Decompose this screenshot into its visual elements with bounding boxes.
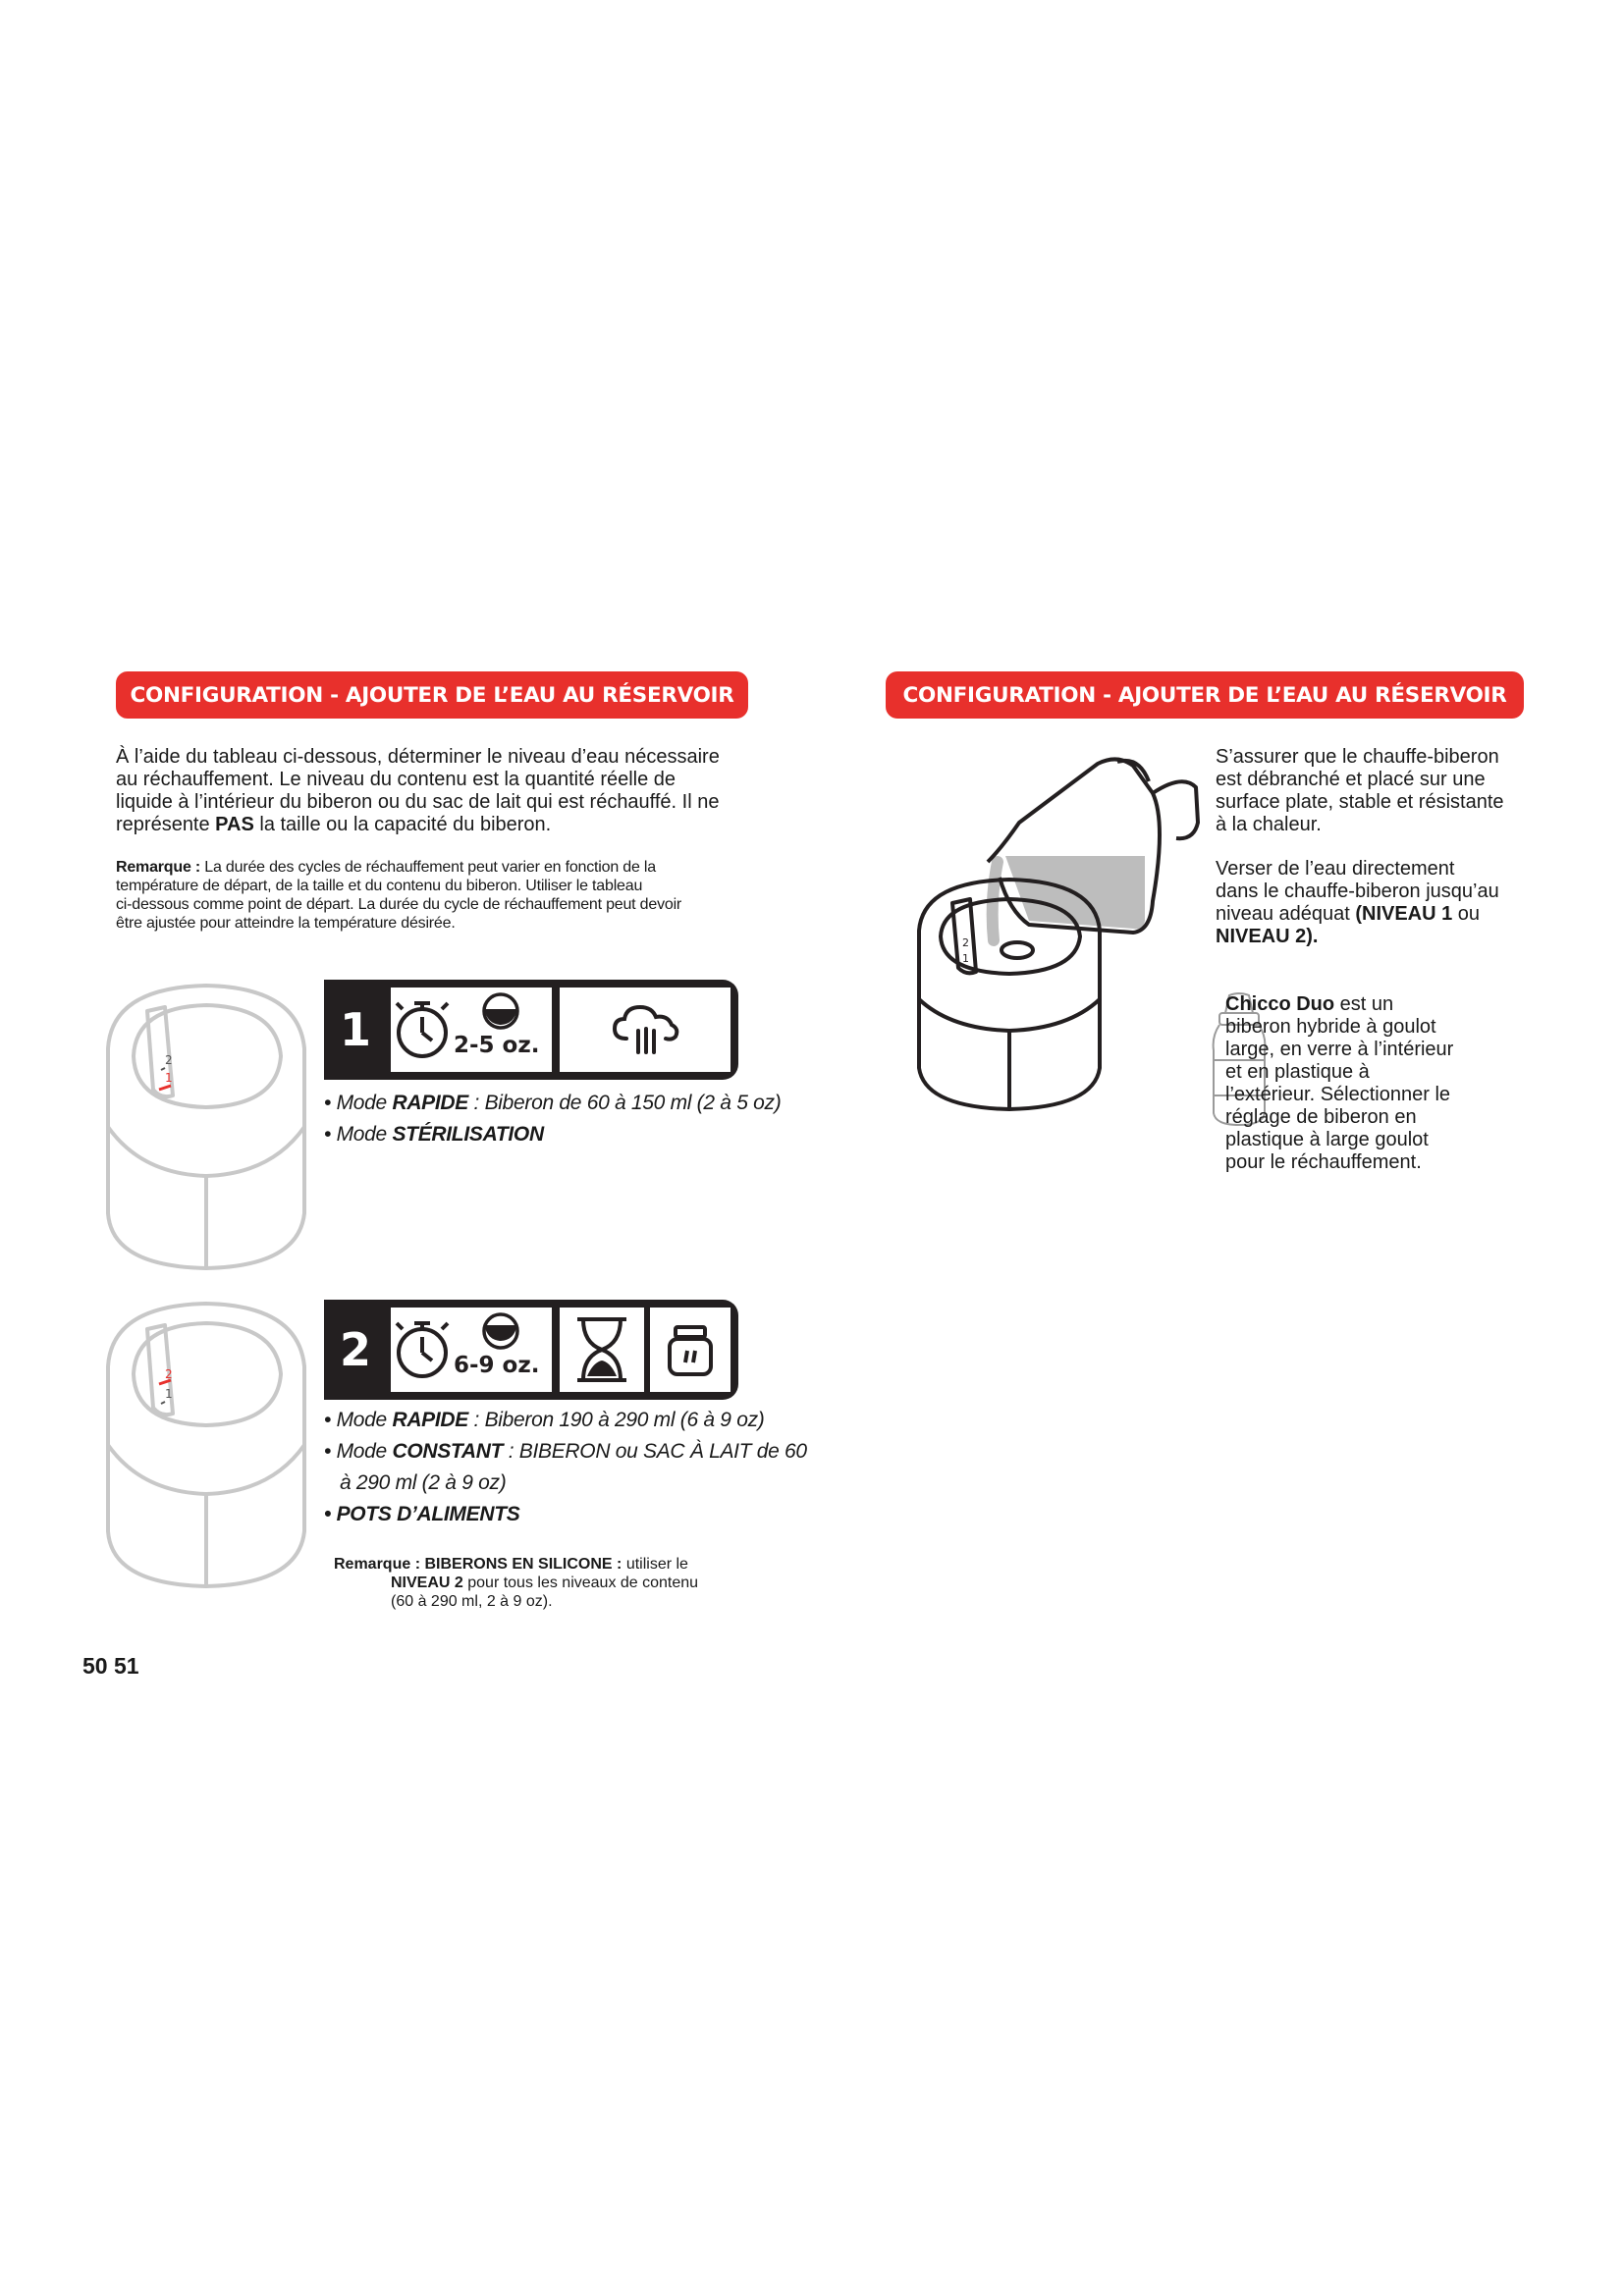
- warming-note: Remarque : La durée des cycles de réchauffement peut varier en fonction de la température de départ, de la taille et du contenu du biberon. Utiliser le tableau ci-dessous comme point de départ. La durée du cycle de réchauffement peut devoir être ajustée pour atteindre la température désirée.: [116, 859, 682, 932]
- level2-oz-cell: [391, 1308, 552, 1392]
- fill-level-icon: [481, 991, 520, 1031]
- timer-icon: [395, 1313, 454, 1382]
- gauge1-bottom: 1: [165, 1071, 173, 1085]
- right-section-header: [886, 671, 1524, 719]
- page-numbers: 50 51: [82, 1653, 139, 1679]
- level1-bullet-sterilisation: • Mode STÉRILISATION: [324, 1123, 544, 1146]
- intro-paragraph: À l’aide du tableau ci-dessous, déterminer le niveau d’eau nécessaire au réchauffement. Le niveau du contenu est la quantité réelle de liquide à l’intérieur du biberon ou du sac de lait qui est réchauffé. Il ne représente PAS la taille ou la capacité du biberon.: [116, 746, 720, 835]
- hourglass-icon: [573, 1315, 630, 1384]
- level2-oz-label: 6-9 oz.: [454, 1353, 540, 1378]
- level2-jar-cell: [650, 1308, 731, 1392]
- timer-icon: [395, 993, 454, 1062]
- level2-bullet-rapide: • Mode RAPIDE : Biberon 190 à 290 ml (6 à 9 oz): [324, 1409, 765, 1431]
- level1-number: 1: [339, 1003, 371, 1056]
- gauge1-top: 2: [165, 1053, 173, 1067]
- level1-icon-strip: [324, 980, 738, 1080]
- right-paragraph-unplugged: S’assurer que le chauffe-biberon est débranché et placé sur une surface plate, stable et résistante à la chaleur.: [1216, 746, 1504, 835]
- right-paragraph-pour-water: Verser de l’eau directement dans le chauffe-biberon jusqu’au niveau adéquat (NIVEAU 1 ou NIVEAU 2).: [1216, 858, 1499, 947]
- warmer-level1-illustration: [102, 980, 310, 1272]
- illus-gauge-top: 2: [962, 936, 969, 949]
- level2-bullet-pots: • POTS D’ALIMENTS: [324, 1503, 520, 1525]
- left-section-header: [116, 671, 748, 719]
- fill-level-icon: [481, 1311, 520, 1351]
- warmer-level2-illustration: [102, 1298, 310, 1590]
- gauge2-top: 2: [165, 1367, 173, 1381]
- level2-bullet-constant: • Mode CONSTANT : BIBERON ou SAC À LAIT de 60: [324, 1440, 807, 1463]
- silicone-note: Remarque : BIBERONS EN SILICONE : utiliser le NIVEAU 2 pour tous les niveaux de contenu (60 à 290 ml, 2 à 9 oz).: [334, 1556, 699, 1610]
- baby-food-jar-icon: [666, 1323, 715, 1378]
- right-paragraph-chicco-duo: Chicco Duo est un biberon hybride à goulot large, en verre à l’intérieur et en plastique à l’extérieur. Sélectionner le réglage de biberon en plastique à large goulot pour le réchauffement.: [1225, 993, 1454, 1173]
- level2-icon-strip: [324, 1300, 738, 1400]
- right-header-text: CONFIGURATION - AJOUTER DE L’EAU AU RÉSERVOIR: [902, 682, 1507, 708]
- level2-number: 2: [339, 1323, 371, 1376]
- level1-bullets: [324, 1088, 781, 1150]
- illus-gauge-bottom: 1: [962, 952, 969, 965]
- level1-oz-cell: [391, 988, 552, 1072]
- level2-hourglass-cell: [560, 1308, 644, 1392]
- steam-cloud-icon: [611, 999, 681, 1058]
- level2-bullet-constant-cont: à 290 ml (2 à 9 oz): [340, 1471, 507, 1494]
- left-header-text: CONFIGURATION - AJOUTER DE L’EAU AU RÉSERVOIR: [130, 682, 734, 708]
- level2-bullets: [324, 1405, 807, 1530]
- level1-bullet-rapide: • Mode RAPIDE : Biberon de 60 à 150 ml (2 à 5 oz): [324, 1092, 782, 1114]
- gauge2-bottom: 1: [165, 1387, 173, 1401]
- level1-steam-cell: [560, 988, 731, 1072]
- pouring-water-illustration: [911, 754, 1206, 1113]
- level1-oz-label: 2-5 oz.: [454, 1033, 540, 1058]
